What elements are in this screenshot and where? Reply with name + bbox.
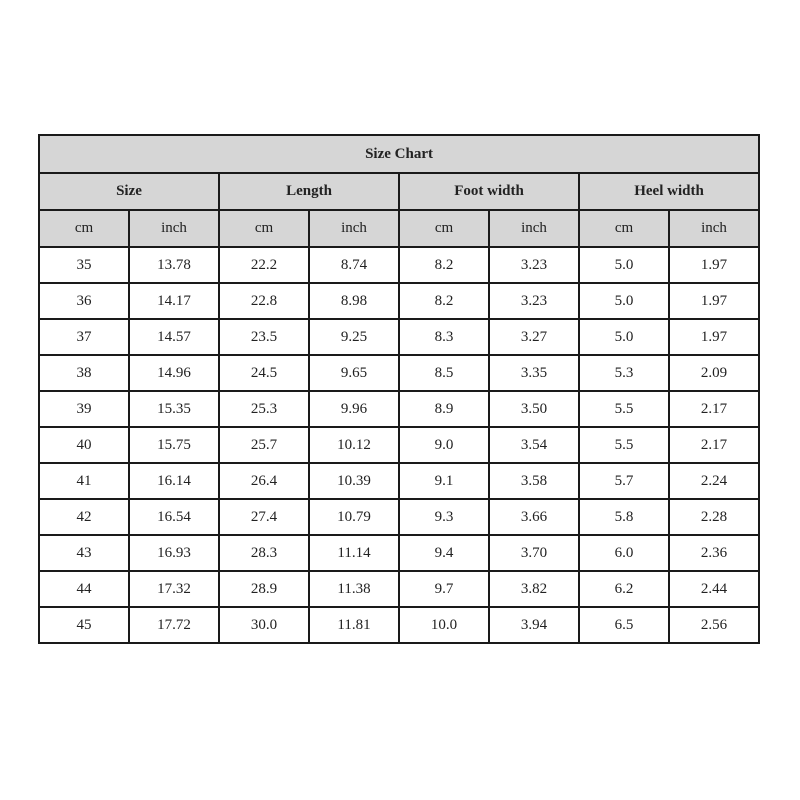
title-row [39,135,759,173]
cell-heel-width-inch: 2.24 [669,463,759,499]
group-header-row [39,173,759,210]
cell-size-inch: 13.78 [129,247,219,283]
cell-heel-width-inch: 2.56 [669,607,759,643]
cell-foot-width-cm: 9.7 [399,571,489,607]
unit-header: cm [579,210,669,247]
table-row [39,427,759,463]
unit-header: cm [399,210,489,247]
unit-header: inch [669,210,759,247]
cell-size-inch: 14.57 [129,319,219,355]
cell-foot-width-cm: 8.9 [399,391,489,427]
cell-length-cm: 22.2 [219,247,309,283]
cell-length-cm: 22.8 [219,283,309,319]
unit-header: inch [489,210,579,247]
cell-length-inch: 11.14 [309,535,399,571]
cell-heel-width-cm: 5.5 [579,427,669,463]
cell-size-cm: 41 [39,463,129,499]
cell-length-cm: 23.5 [219,319,309,355]
unit-header: cm [219,210,309,247]
cell-size-cm: 38 [39,355,129,391]
cell-size-inch: 14.17 [129,283,219,319]
table-row [39,607,759,643]
cell-heel-width-cm: 5.5 [579,391,669,427]
cell-length-inch: 10.12 [309,427,399,463]
cell-foot-width-inch: 3.82 [489,571,579,607]
cell-size-cm: 42 [39,499,129,535]
cell-foot-width-cm: 8.2 [399,247,489,283]
cell-length-cm: 26.4 [219,463,309,499]
cell-foot-width-inch: 3.50 [489,391,579,427]
cell-length-inch: 9.65 [309,355,399,391]
size-chart-body [39,247,759,643]
chart-title: Size Chart [39,135,759,173]
group-header-size: Size [39,173,219,210]
cell-size-cm: 35 [39,247,129,283]
table-row [39,571,759,607]
table-row [39,283,759,319]
cell-foot-width-inch: 3.27 [489,319,579,355]
cell-size-cm: 43 [39,535,129,571]
cell-size-cm: 39 [39,391,129,427]
cell-foot-width-inch: 3.23 [489,247,579,283]
cell-length-cm: 28.3 [219,535,309,571]
cell-length-cm: 27.4 [219,499,309,535]
cell-foot-width-cm: 8.5 [399,355,489,391]
cell-heel-width-cm: 5.0 [579,319,669,355]
cell-foot-width-inch: 3.94 [489,607,579,643]
cell-size-inch: 17.32 [129,571,219,607]
cell-foot-width-inch: 3.54 [489,427,579,463]
cell-length-inch: 10.39 [309,463,399,499]
table-row [39,463,759,499]
cell-length-inch: 8.98 [309,283,399,319]
cell-heel-width-cm: 5.3 [579,355,669,391]
cell-heel-width-inch: 2.36 [669,535,759,571]
cell-foot-width-inch: 3.23 [489,283,579,319]
cell-heel-width-cm: 5.7 [579,463,669,499]
unit-header: inch [309,210,399,247]
cell-foot-width-inch: 3.70 [489,535,579,571]
cell-size-cm: 44 [39,571,129,607]
cell-size-cm: 40 [39,427,129,463]
cell-size-inch: 16.93 [129,535,219,571]
cell-foot-width-inch: 3.35 [489,355,579,391]
cell-heel-width-inch: 1.97 [669,247,759,283]
unit-header: cm [39,210,129,247]
cell-heel-width-inch: 1.97 [669,319,759,355]
cell-length-inch: 8.74 [309,247,399,283]
table-row [39,391,759,427]
cell-foot-width-cm: 9.3 [399,499,489,535]
cell-heel-width-inch: 2.17 [669,391,759,427]
cell-heel-width-cm: 6.5 [579,607,669,643]
table-row [39,355,759,391]
size-chart-table [38,134,760,644]
cell-heel-width-inch: 1.97 [669,283,759,319]
table-row [39,319,759,355]
cell-foot-width-inch: 3.58 [489,463,579,499]
cell-heel-width-cm: 5.0 [579,283,669,319]
cell-length-inch: 9.25 [309,319,399,355]
cell-heel-width-cm: 6.0 [579,535,669,571]
cell-size-cm: 36 [39,283,129,319]
cell-foot-width-cm: 8.2 [399,283,489,319]
cell-length-inch: 11.81 [309,607,399,643]
group-header-length: Length [219,173,399,210]
table-row [39,499,759,535]
cell-size-cm: 37 [39,319,129,355]
group-header-heel-width: Heel width [579,173,759,210]
cell-heel-width-inch: 2.09 [669,355,759,391]
cell-heel-width-inch: 2.17 [669,427,759,463]
cell-foot-width-cm: 8.3 [399,319,489,355]
group-header-foot-width: Foot width [399,173,579,210]
cell-heel-width-inch: 2.44 [669,571,759,607]
cell-length-inch: 9.96 [309,391,399,427]
cell-heel-width-cm: 6.2 [579,571,669,607]
cell-foot-width-cm: 10.0 [399,607,489,643]
cell-size-inch: 15.75 [129,427,219,463]
cell-size-inch: 17.72 [129,607,219,643]
cell-size-inch: 16.54 [129,499,219,535]
cell-length-inch: 11.38 [309,571,399,607]
cell-length-cm: 30.0 [219,607,309,643]
cell-heel-width-inch: 2.28 [669,499,759,535]
cell-length-cm: 28.9 [219,571,309,607]
cell-size-cm: 45 [39,607,129,643]
cell-size-inch: 14.96 [129,355,219,391]
cell-size-inch: 15.35 [129,391,219,427]
cell-length-cm: 24.5 [219,355,309,391]
cell-length-cm: 25.7 [219,427,309,463]
cell-foot-width-cm: 9.4 [399,535,489,571]
cell-foot-width-cm: 9.0 [399,427,489,463]
cell-heel-width-cm: 5.0 [579,247,669,283]
table-row [39,535,759,571]
cell-foot-width-inch: 3.66 [489,499,579,535]
cell-length-cm: 25.3 [219,391,309,427]
unit-header: inch [129,210,219,247]
cell-length-inch: 10.79 [309,499,399,535]
table-row [39,247,759,283]
cell-size-inch: 16.14 [129,463,219,499]
unit-header-row [39,210,759,247]
cell-foot-width-cm: 9.1 [399,463,489,499]
cell-heel-width-cm: 5.8 [579,499,669,535]
